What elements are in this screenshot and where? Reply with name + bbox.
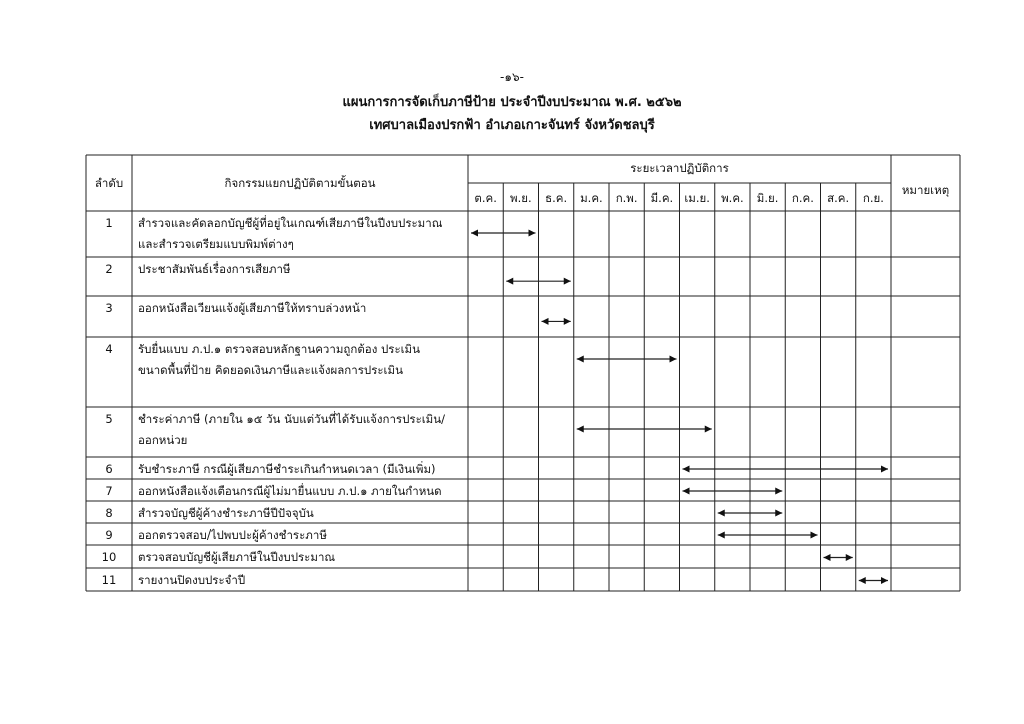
document-title: แผนการการจัดเก็บภาษีป้าย ประจำปีงบประมาณ พ.ศ. ๒๕๖๒ [342,95,682,110]
activity-text: ประชาสัมพันธ์เรื่องการเสียภาษี [138,262,291,276]
page-number: -๑๖- [500,70,524,84]
arrowhead-icon [718,532,725,539]
arrowhead-icon [775,510,782,517]
row-number: 5 [105,412,113,426]
month-label: มิ.ย. [756,191,779,205]
arrowhead-icon [824,554,831,561]
arrowhead-icon [670,356,677,363]
activity-text: และสำรวจเตรียมแบบพิมพ์ต่างๆ [138,237,294,251]
row-number: 2 [105,262,113,276]
row-number: 6 [105,462,113,476]
activity-text: รับยื่นแบบ ภ.ป.๑ ตรวจสอบหลักฐานความถูกต้อง ประเมิน [138,342,420,356]
document-subtitle: เทศบาลเมืองปรกฟ้า อำเภอเกาะจันทร์ จังหวัดชลบุรี [369,118,655,133]
activity-text: รายงานปิดงบประจำปี [138,573,246,587]
activity-text: ขนาดพื้นที่ป้าย คิดยอดเงินภาษีและแจ้งผลการประเมิน [138,363,403,377]
month-label: เม.ย. [684,191,710,205]
row-number: 10 [101,550,117,564]
row-number: 8 [105,506,113,520]
arrowhead-icon [564,278,571,285]
header-no: ลำดับ [94,176,124,190]
row-number: 11 [101,573,117,587]
header-period: ระยะเวลาปฏิบัติการ [630,161,729,175]
month-label: ธ.ค. [545,191,568,205]
arrowhead-icon [471,230,478,237]
activity-text: รับชำระภาษี กรณีผู้เสียภาษีชำระเกินกำหนดเวลา (มีเงินเพิ่ม) [138,462,436,476]
arrowhead-icon [859,577,866,584]
month-label: มี.ค. [650,191,674,205]
header-remark: หมายเหตุ [901,183,950,197]
arrowhead-icon [683,466,690,473]
arrowhead-icon [577,356,584,363]
arrowhead-icon [811,532,818,539]
activity-text: ตรวจสอบบัญชีผู้เสียภาษีในปีงบประมาณ [138,550,336,564]
row-number: 4 [105,342,113,356]
activity-text: ชำระค่าภาษี (ภายใน ๑๕ วัน นับแต่วันที่ได้รับแจ้งการประเมิน/ [138,412,446,426]
month-label: ก.ค. [791,191,814,205]
arrowhead-icon [577,426,584,433]
row-number: 7 [105,484,113,498]
arrowhead-icon [564,318,571,325]
arrowhead-icon [705,426,712,433]
month-label: ส.ค. [827,191,850,205]
arrowhead-icon [881,577,888,584]
activity-text: ออกตรวจสอบ/ไปพบปะผู้ค้างชำระภาษี [138,528,327,542]
month-label: ม.ค. [580,191,603,205]
activity-text: ออกหน่วย [138,433,188,447]
arrowhead-icon [683,488,690,495]
month-label: พ.ย. [510,191,532,205]
arrowhead-icon [718,510,725,517]
header-activity: กิจกรรมแยกปฏิบัติตามขั้นตอน [224,176,376,190]
month-label: ก.ย. [862,191,884,205]
activity-text: สำรวจและคัดลอกบัญชีผู้ที่อยู่ในเกณฑ์เสียภาษีในปีงบประมาณ [138,216,443,230]
month-label: ต.ค. [474,191,497,205]
row-number: 9 [105,528,113,542]
arrowhead-icon [542,318,549,325]
arrowhead-icon [529,230,536,237]
arrowhead-icon [846,554,853,561]
row-number: 3 [105,301,113,315]
activity-text: ออกหนังสือเวียนแจ้งผู้เสียภาษีให้ทราบล่วงหน้า [138,301,367,315]
activity-text: สำรวจบัญชีผู้ค้างชำระภาษีปีปัจจุบัน [138,506,314,520]
month-label: ก.พ. [615,191,638,205]
month-label: พ.ค. [721,191,744,205]
arrowhead-icon [881,466,888,473]
activity-text: ออกหนังสือแจ้งเตือนกรณีผู้ไม่มายื่นแบบ ภ.ป.๑ ภายในกำหนด [138,484,442,498]
row-number: 1 [105,216,113,230]
arrowhead-icon [506,278,513,285]
arrowhead-icon [775,488,782,495]
